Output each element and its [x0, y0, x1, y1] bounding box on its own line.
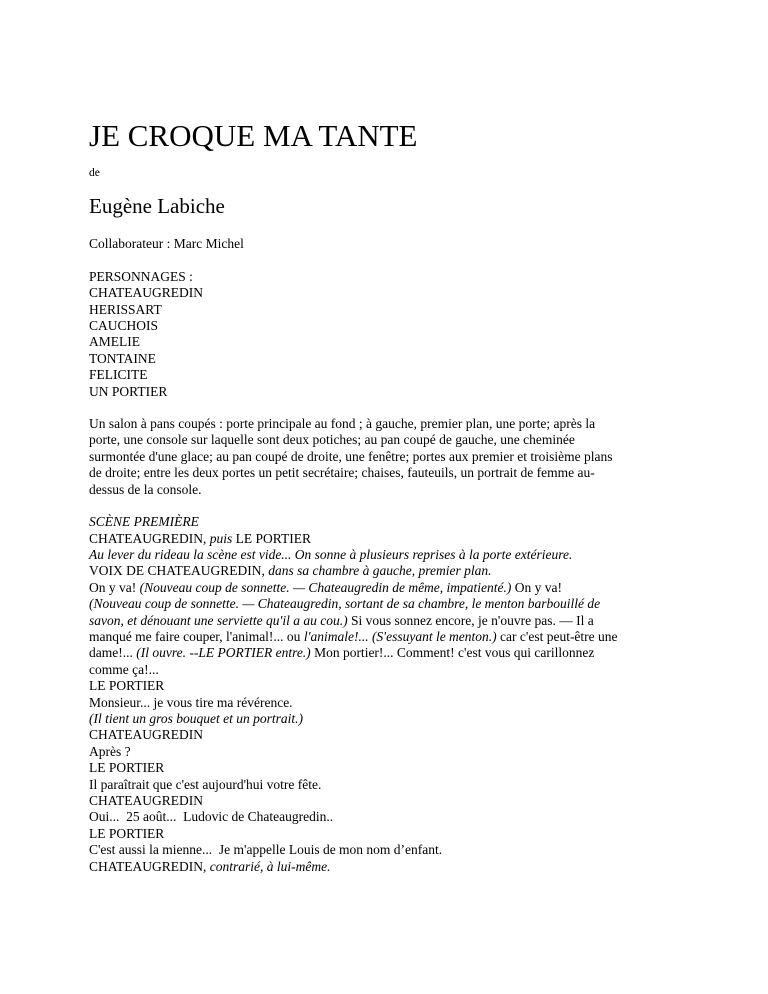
dialogue: car c'est peut-être une — [496, 628, 618, 644]
speaker-line: CHATEAUGREDIN — [89, 793, 203, 809]
dialogue: Si vous sonnez encore, je n'ouvre pas. — Il a — [347, 612, 594, 628]
script-line — [89, 645, 689, 661]
de-label: de — [89, 167, 100, 179]
dialogue-line: Il paraîtrait que c'est aujourd'hui votre fête. — [89, 776, 322, 792]
speaker: CHATEAUGREDIN, — [89, 530, 210, 546]
author-name: Eugène Labiche — [89, 194, 225, 218]
stage-setting — [89, 416, 689, 498]
scene-title: SCÈNE PREMIÈRE — [89, 514, 199, 530]
dialogue: On y va! — [89, 579, 140, 595]
dialogue-line: C'est aussi la mienne... Je m'appelle Louis de mon nom d’enfant. — [89, 842, 443, 858]
document-page — [89, 118, 689, 875]
dialogue-line: Monsieur... je vous tire ma révérence. — [89, 694, 293, 710]
direction: l'animale!... (S'essuyant le menton.) — [303, 628, 497, 644]
dialogue-line: comme ça!... — [89, 661, 159, 677]
dialogue: Mon portier!... Comment! c'est vous qui carillonnez — [310, 645, 595, 661]
direction: contrarié, à lui-même. — [209, 858, 331, 874]
speaker-line: LE PORTIER — [89, 760, 165, 776]
setting-line: surmontée d'une glace; au pan coupé de droite, une fenêtre; portes aux premier et troisième plans — [89, 448, 613, 464]
speaker-line: LE PORTIER — [89, 678, 165, 694]
stage-direction: Au lever du rideau la scène est vide... On sonne à plusieurs reprises à la porte extérieure. — [89, 546, 573, 562]
speaker: VOIX DE CHATEAUGREDIN, — [89, 563, 269, 579]
dialogue: dame!... — [89, 645, 137, 661]
character-item: FELICITE — [89, 367, 148, 383]
script-line — [89, 613, 689, 629]
setting-line: Un salon à pans coupés : porte principale au fond ; à gauche, premier plan, une porte; après la — [89, 416, 596, 432]
scene-text — [89, 514, 689, 875]
script-line — [89, 531, 689, 547]
dialogue: On y va! — [511, 579, 563, 595]
characters-list — [89, 269, 689, 400]
direction: puis — [209, 530, 233, 546]
direction: savon, et dénouant une serviette qu'il a au cou.) — [89, 612, 348, 628]
script-line — [89, 580, 689, 596]
characters-heading: PERSONNAGES : — [89, 268, 193, 284]
direction: (Il ouvre. --LE PORTIER entre.) — [136, 645, 311, 661]
direction: (Nouveau coup de sonnette. — Chateaugredin de même, impatienté.) — [139, 579, 512, 595]
character-item: UN PORTIER — [89, 383, 168, 399]
speaker: LE PORTIER — [232, 530, 311, 546]
document-title: JE CROQUE MA TANTE — [89, 118, 418, 153]
character-item: TONTAINE — [89, 350, 156, 366]
character-item: HERISSART — [89, 301, 162, 317]
script-line — [89, 629, 689, 645]
speaker-line: CHATEAUGREDIN — [89, 727, 203, 743]
dialogue-line: Oui... 25 août... Ludovic de Chateaugredin.. — [89, 809, 334, 825]
direction: dans sa chambre à gauche, premier plan. — [268, 563, 492, 579]
setting-line: de droite; entre les deux portes un petit secrétaire; chaises, fauteuils, un portrait de femme au- — [89, 465, 595, 481]
dialogue-line: Après ? — [89, 743, 131, 759]
speaker: CHATEAUGREDIN, — [89, 858, 210, 874]
character-item: CAUCHOIS — [89, 318, 159, 334]
script-line — [89, 563, 689, 579]
stage-direction: (Nouveau coup de sonnette. — Chateaugredin, sortant de sa chambre, le menton barbouillé de — [89, 596, 601, 612]
setting-line: porte, une console sur laquelle sont deux potiches; au pan coupé de gauche, une cheminée — [89, 432, 575, 448]
dialogue: manqué me faire couper, l'animal!... ou — [89, 628, 304, 644]
script-line — [89, 859, 689, 875]
character-item: CHATEAUGREDIN — [89, 285, 203, 301]
speaker-line: LE PORTIER — [89, 825, 165, 841]
setting-line: dessus de la console. — [89, 481, 202, 497]
stage-direction: (Il tient un gros bouquet et un portrait.) — [89, 710, 303, 726]
collaborator-line: Collaborateur : Marc Michel — [89, 236, 244, 252]
character-item: AMELIE — [89, 334, 140, 350]
